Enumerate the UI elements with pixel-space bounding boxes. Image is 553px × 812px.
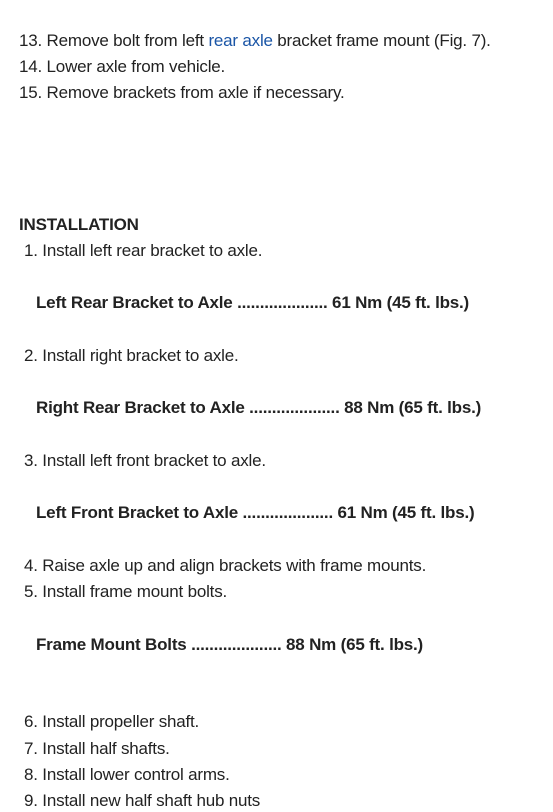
step-15: 15. Remove brackets from axle if necessary. [19,83,345,102]
install-step-7: 7. Install half shafts. [24,739,170,758]
install-step-8: 8. Install lower control arms. [24,765,230,784]
install-step-3: 3. Install left front bracket to axle. [24,451,266,470]
installation-heading: INSTALLATION [19,215,139,234]
install-step-4: 4. Raise axle up and align brackets with frame mounts. [24,556,427,575]
step-14: 14. Lower axle from vehicle. [19,57,226,76]
install-step-2: 2. Install right bracket to axle. [24,346,239,365]
torque-spec-left-front: Left Front Bracket to Axle .................... 61 Nm (45 ft. lbs.) [36,503,475,522]
step-13-text-before: 13. Remove bolt from left [19,31,209,50]
install-step-6: 6. Install propeller shaft. [24,712,200,731]
step-13-text-after: bracket frame mount (Fig. 7). [272,31,491,50]
install-step-5: 5. Install frame mount bolts. [24,582,228,601]
torque-spec-left-rear: Left Rear Bracket to Axle .................... 61 Nm (45 ft. lbs.) [36,293,470,312]
install-step-9: 9. Install new half shaft hub nuts [24,791,261,810]
step-13 [19,31,491,51]
install-step-1: 1. Install left rear bracket to axle. [24,241,263,260]
torque-spec-right-rear: Right Rear Bracket to Axle .................... 88 Nm (65 ft. lbs.) [36,398,482,417]
rear-axle-link[interactable]: rear axle [208,31,273,50]
torque-spec-frame-mount: Frame Mount Bolts .................... 88 Nm (65 ft. lbs.) [36,635,424,654]
